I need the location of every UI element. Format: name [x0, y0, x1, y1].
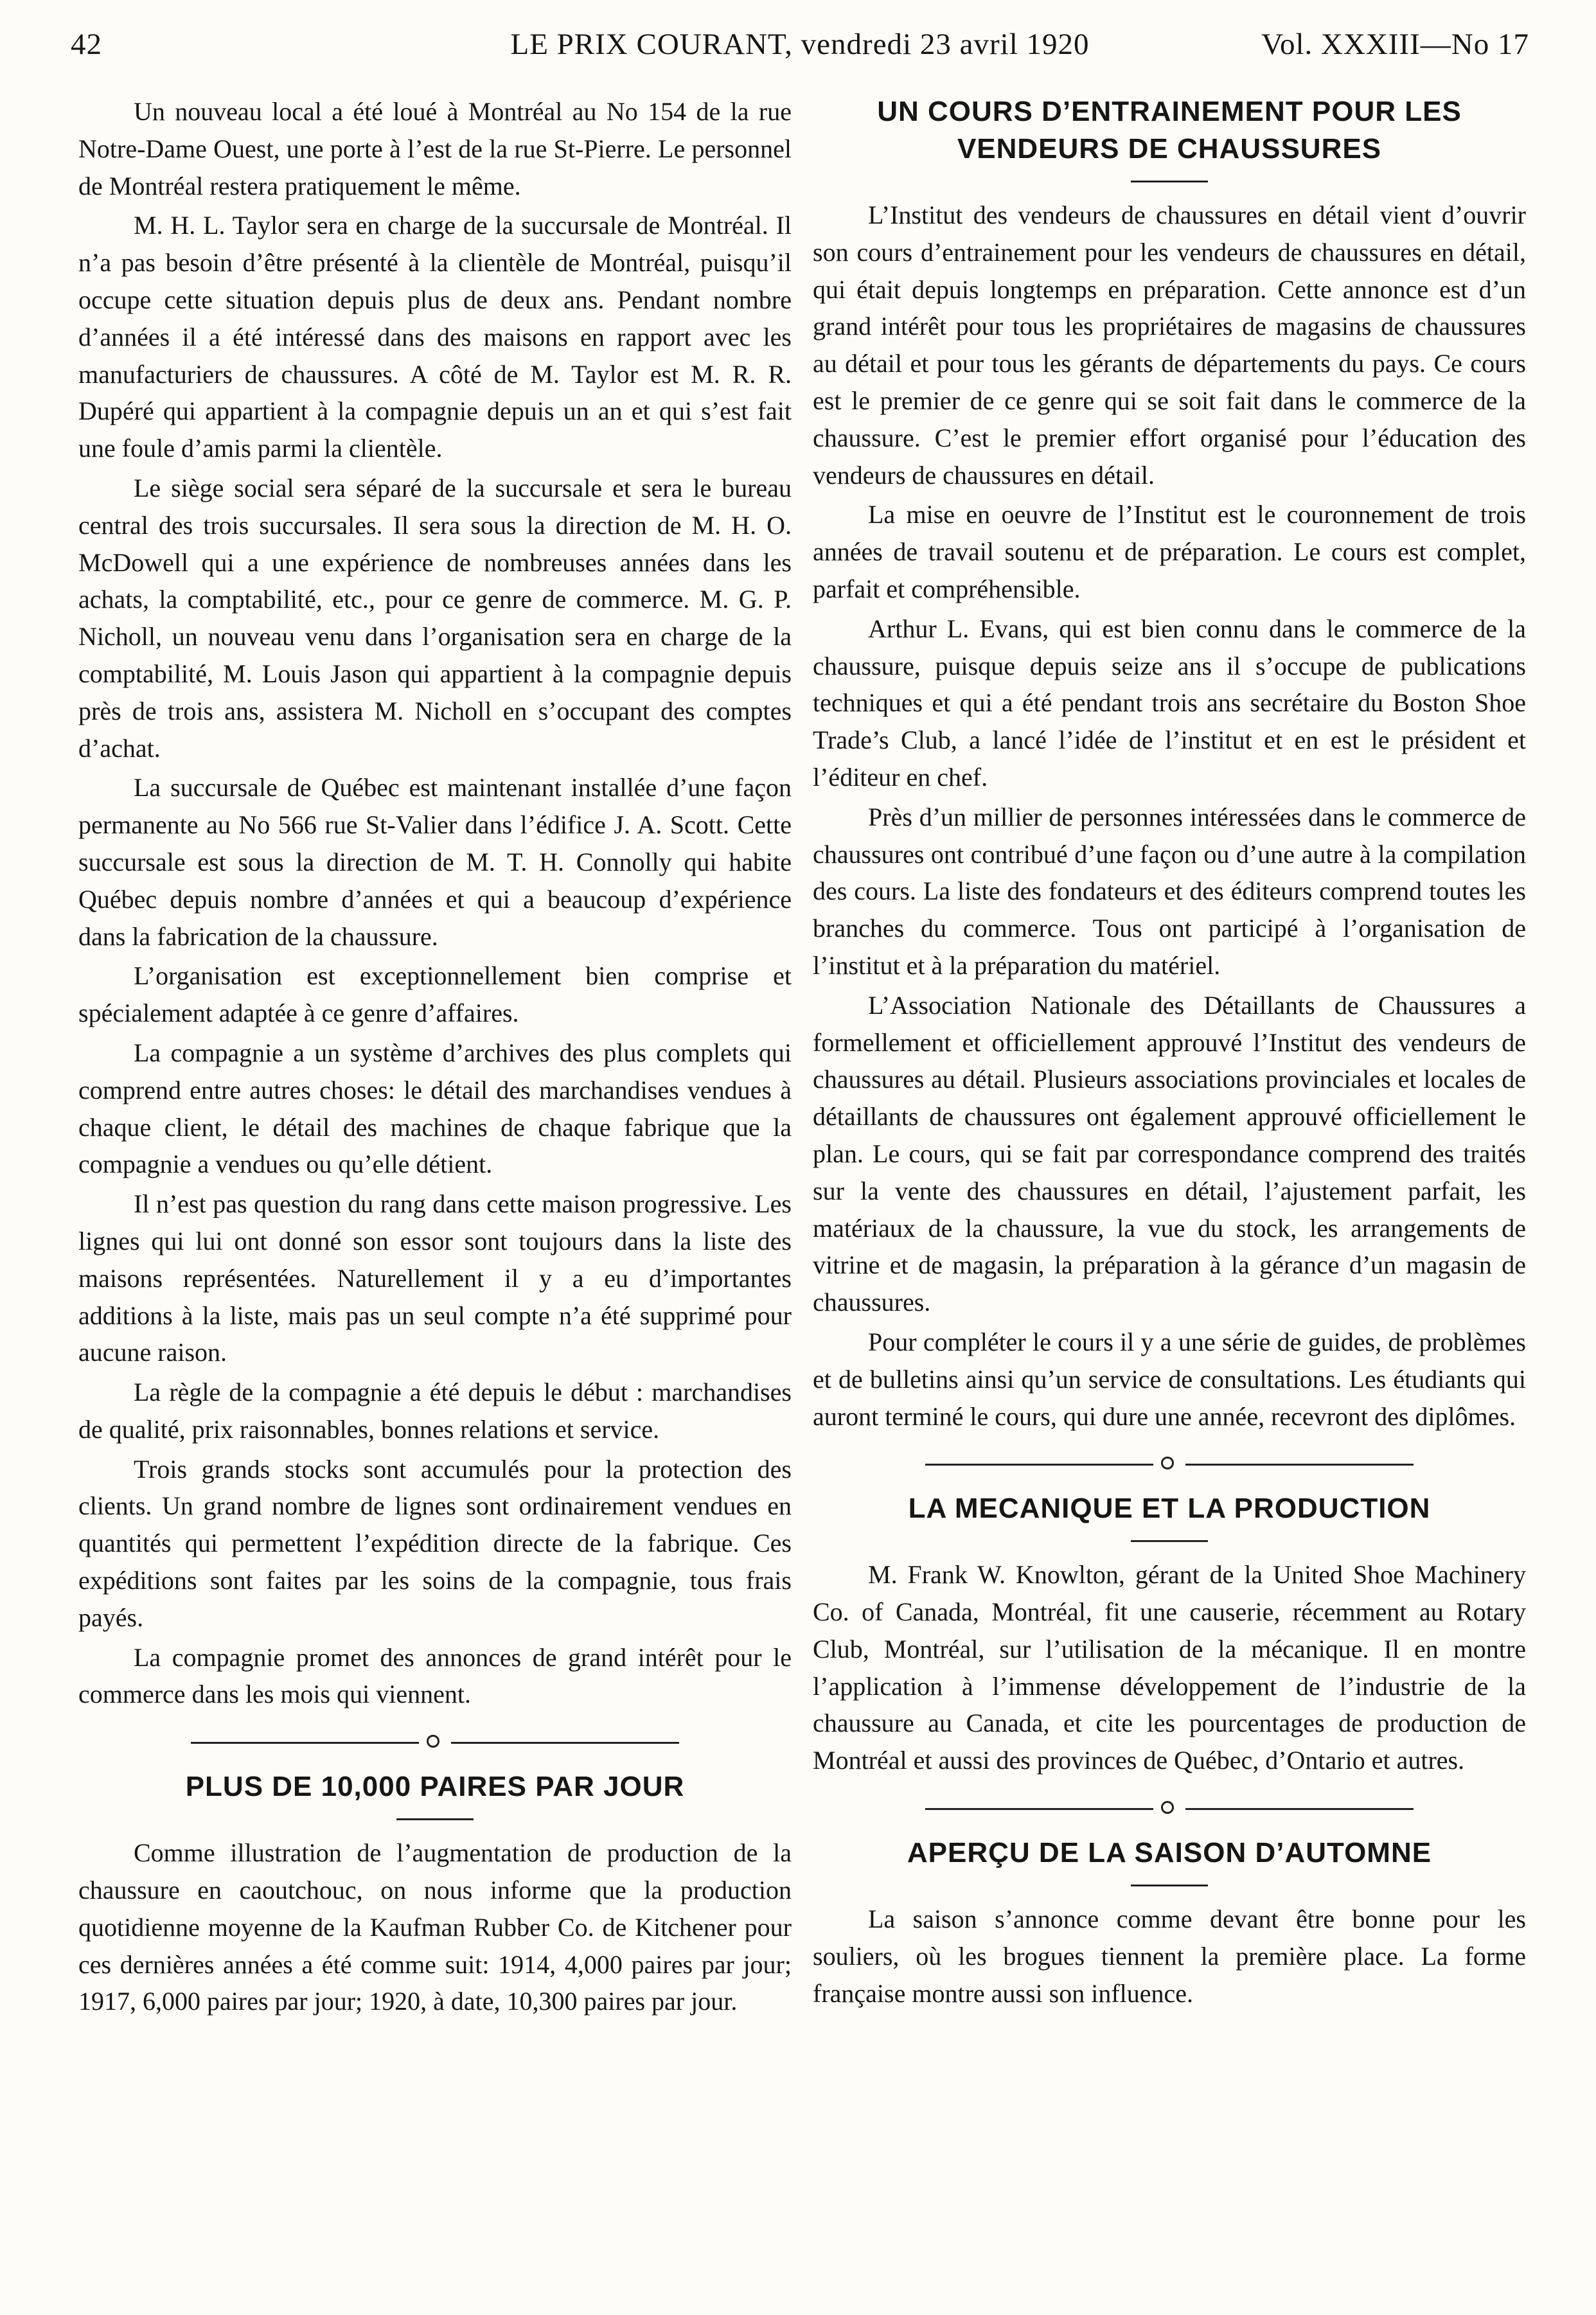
- paragraph: M. H. L. Taylor sera en charge de la succursale de Montréal. Il n’a pas besoin d’être présenté à la clientèle de Montréal, puisqu’il occupe cette situation depuis plus de deux ans. Pendant nombre d’années il a été intéressé dans des maisons en rapport avec les manufacturiers de chaussures. A côté de M. Taylor est M. R. R. Dupéré qui appartient à la compagnie depuis un an et qui s’est fait une foule d’amis parmi la clientèle.: [78, 211, 792, 463]
- ornament-circle: [1161, 1457, 1174, 1469]
- page-number: 42: [71, 28, 102, 61]
- publication-title: LE PRIX COURANT, vendredi 23 avril 1920: [510, 28, 1090, 61]
- paragraph: La succursale de Québec est maintenant installée d’une façon permanente au No 566 rue St-Valier dans l’édifice J. A. Scott. Cette succursale est sous la direction de M. T. H. Connolly qui habite Québec depuis nombre d’années et qui a beaucoup d’expérience dans la fabrication de la chaussure.: [78, 773, 792, 951]
- paragraph: Le siège social sera séparé de la succursale et sera le bureau central des trois succursales. Il sera sous la direction de M. H. O. McDowell qui a une expérience de nombreuses années dans les achats, la comptabilité, etc., pour ce genre de commerce. M. G. P. Nicholl, un nouveau venu dans l’organisation sera en charge de la comptabilité, M. Louis Jason qui appartient à la compagnie depuis près de trois ans, assistera M. Nicholl en s’occupant des comptes d’achat.: [78, 473, 792, 763]
- paragraph: Près d’un millier de personnes intéressées dans le commerce de chaussures ont contribué d’une façon ou d’une autre à la compilation des cours. La liste des fondateurs et des éditeurs comprend toutes les branches du commerce. Tous ont participé à l’organisation de l’institut et à la préparation du matériel.: [813, 802, 1526, 980]
- paragraph: Un nouveau local a été loué à Montréal au No 154 de la rue Notre-Dame Ouest, une porte à l’est de la rue St-Pierre. Le personnel de Montréal restera pratiquement le même.: [78, 97, 792, 200]
- paragraph: L’Institut des vendeurs de chaussures en détail vient d’ouvrir son cours d’entrainement pour les vendeurs de chaussures en détail, qui était depuis longtemps en préparation. Cette annonce est d’un grand intérêt pour tous les propriétaires de magasins de chaussures au détail et pour tous les gérants de départements du pays. Ce cours est le premier de ce genre qui se soit fait dans le commerce de la chaussure. C’est le premier effort organisé pour l’éducation des vendeurs de chaussures en détail.: [813, 200, 1526, 490]
- section-separator: [925, 1450, 1414, 1478]
- paragraph: Pour compléter le cours il y a une série de guides, de problèmes et de bulletins ainsi qu’un service de consultations. Les étudiants qui auront terminé le cours, qui dure une année, recevront des diplômes.: [813, 1327, 1526, 1431]
- volume-number: Vol. XXXIII—No 17: [1261, 28, 1529, 61]
- paragraph: La compagnie a un système d’archives des plus complets qui comprend entre autres choses: le détail des marchandises vendues à chaque client, le détail des machines de chaque fabrique que la compagnie a vendues ou qu’elle détient.: [78, 1038, 792, 1179]
- left-column: [78, 93, 792, 2023]
- heading-rule: [396, 1818, 474, 1820]
- ornament-circle: [1161, 1801, 1174, 1814]
- article-heading-saison: APERÇU DE LA SAISON D’AUTOMNE: [907, 1837, 1432, 1869]
- paragraph: L’organisation est exceptionnellement bien comprise et spécialement adaptée à ce genre d’affaires.: [78, 961, 792, 1028]
- heading-rule: [1131, 181, 1208, 182]
- paragraph: La mise en oeuvre de l’Institut est le couronnement de trois années de travail soutenu et de préparation. Le cours est complet, parfait et compréhensible.: [813, 500, 1526, 603]
- page-header: [71, 27, 1529, 72]
- article-heading-paires: PLUS DE 10,000 PAIRES PAR JOUR: [185, 1771, 685, 1803]
- paragraph: La règle de la compagnie a été depuis le début : marchandises de qualité, prix raisonnables, bonnes relations et service.: [78, 1378, 792, 1444]
- section-separator: [191, 1728, 679, 1757]
- heading-rule: [1131, 1885, 1208, 1886]
- right-column: [813, 93, 1526, 2014]
- paragraph: M. Frank W. Knowlton, gérant de la United Shoe Machinery Co. of Canada, Montréal, fit une causerie, récemment au Rotary Club, Montréal, sur l’utilisation de la mécanique. Il en montre l’application à l’immense développement de l’industrie de la chaussure au Canada, et cite les pourcentages de production de Montréal et aussi des provinces de Québec, d’Ontario et autres.: [813, 1560, 1526, 1775]
- paragraph: Il n’est pas question du rang dans cette maison progressive. Les lignes qui lui ont donné son essor sont toujours dans la liste des maisons représentées. Naturellement il y a eu d’importantes additions à la liste, mais pas un seul compte n’a été supprimé pour aucune raison.: [78, 1189, 792, 1367]
- article-heading-cours: UN COURS D’ENTRAINEMENT POUR LES VENDEURS DE CHAUSSURES: [877, 96, 1462, 164]
- paragraph: Comme illustration de l’augmentation de production de la chaussure en caoutchouc, on nous informe que la production quotidienne moyenne de la Kaufman Rubber Co. de Kitchener pour ces dernières années a été comme suit: 1914, 4,000 paires par jour; 1917, 6,000 paires par jour; 1920, à date, 10,300 paires par jour.: [78, 1838, 792, 2016]
- article-heading-mecanique: LA MECANIQUE ET LA PRODUCTION: [908, 1493, 1431, 1525]
- paragraph: Trois grands stocks sont accumulés pour la protection des clients. Un grand nombre de lignes sont ordinairement vendues en quantités qui permettent l’expédition directe de la fabrique. Ces expéditions sont faites par les soins de la compagnie, tous frais payés.: [78, 1454, 792, 1632]
- paragraph: L’Association Nationale des Détaillants de Chaussures a formellement et officiellement approuvé l’Institut des vendeurs de chaussures au détail. Plusieurs associations provinciales et locales de détaillants de chaussures ont également approuvé officiellement le plan. Le cours, qui se fait par correspondance comprend des traités sur la vente des chaussures en détail, l’ajustement parfait, les matériaux de la chaussure, la vue du stock, les arrangements de vitrine et de magasin, la préparation à la gérance d’un magasin de chaussures.: [813, 990, 1526, 1317]
- ornament-circle: [427, 1735, 439, 1748]
- paragraph: La saison s’annonce comme devant être bonne pour les souliers, où les brogues tiennent la première place. La forme française montre aussi son influence.: [813, 1904, 1526, 2008]
- section-separator: [925, 1795, 1414, 1823]
- heading-rule: [1131, 1540, 1208, 1542]
- paragraph: Arthur L. Evans, qui est bien connu dans le commerce de la chaussure, puisque depuis seize ans il s’occupe de publications techniques et qui a été pendant trois ans secrétaire du Boston Shoe Trade’s Club, a lancé l’idée de l’institut et en est le président et l’éditeur en chef.: [813, 614, 1526, 792]
- paragraph: La compagnie promet des annonces de grand intérêt pour le commerce dans les mois qui viennent.: [78, 1642, 792, 1709]
